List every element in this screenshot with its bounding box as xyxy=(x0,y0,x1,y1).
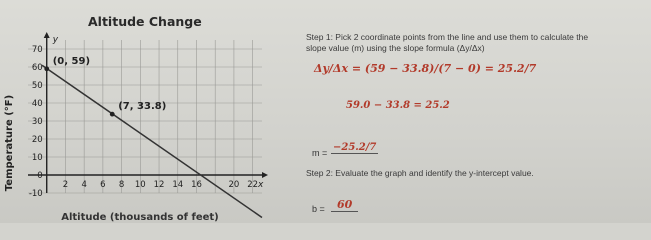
x-tick-label: 10 xyxy=(134,180,146,190)
x-axis-name: x xyxy=(258,180,264,190)
step2-instruction: Step 2: Evaluate the graph and identify the y-intercept value. xyxy=(306,168,534,178)
y-axis-name: y xyxy=(52,35,59,45)
x-tick-label: 4 xyxy=(81,180,87,190)
y-tick-label: 0 xyxy=(37,171,43,181)
page-title: Altitude Change xyxy=(88,14,202,29)
b-answer: 60 xyxy=(331,198,358,212)
data-point xyxy=(110,112,115,117)
x-axis-label: Altitude (thousands of feet) xyxy=(61,212,219,223)
series-line xyxy=(42,65,262,217)
x-tick-label: 2 xyxy=(62,180,69,190)
m-answer: −25.2/7 xyxy=(333,142,377,153)
y-tick-label: 20 xyxy=(31,135,43,145)
x-tick-label: 12 xyxy=(153,180,165,190)
altitude-chart xyxy=(0,18,290,228)
x-axis-arrow xyxy=(262,172,268,178)
y-tick-label: 70 xyxy=(31,45,43,55)
y-tick-label: 50 xyxy=(31,81,43,91)
handwritten-subtraction-work: 59.0 − 33.8 = 25.2 xyxy=(346,100,450,111)
y-axis-arrow xyxy=(44,32,50,38)
x-tick-label: 20 xyxy=(228,180,240,190)
y-tick-label: 10 xyxy=(31,153,43,163)
y-axis-label: Temperature (°F) xyxy=(4,94,15,192)
y-tick-label: 60 xyxy=(31,63,43,73)
m-label: m = xyxy=(312,148,328,158)
y-tick-label: 40 xyxy=(31,99,43,109)
b-label: b = xyxy=(312,204,325,214)
x-tick-label: 14 xyxy=(172,180,184,190)
data-point-label: (0, 59) xyxy=(52,55,91,67)
x-tick-label: 8 xyxy=(118,180,125,190)
data-point xyxy=(44,66,49,71)
data-point-label: (7, 33.8) xyxy=(118,101,167,113)
x-tick-label: 16 xyxy=(191,180,202,190)
y-tick-label: -10 xyxy=(28,189,43,199)
x-tick-label: 22 xyxy=(247,180,259,190)
step1-instruction-line1: Step 1: Pick 2 coordinate points from the line and use them to calculate the xyxy=(306,32,589,42)
step1-instruction-line2: slope value (m) using the slope formula (Δy/Δx) xyxy=(306,43,485,53)
handwritten-slope-formula: Δy/Δx = (59 − 33.8)/(7 − 0) = 25.2/7 xyxy=(314,62,537,75)
y-tick-label: 30 xyxy=(31,117,43,127)
x-tick-label: 6 xyxy=(100,180,106,190)
chart-points xyxy=(44,56,166,117)
chart-series xyxy=(42,65,262,217)
